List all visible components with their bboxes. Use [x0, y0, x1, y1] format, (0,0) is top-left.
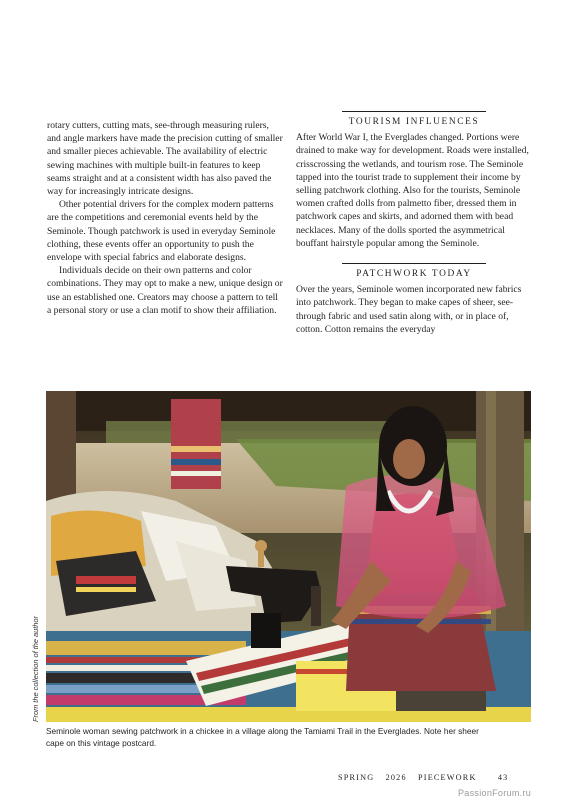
article-right-column: [296, 113, 532, 336]
folio-magazine: PIECEWORK: [418, 773, 477, 782]
body-paragraph: Over the years, Seminole women incorporated new fabrics into patchwork. They began to make capes of sheer, see-through fabric and used satin along with, or in place of, cotton. Cotton remains the everyday: [296, 284, 522, 335]
page-folio: [338, 773, 508, 782]
site-watermark: PassionForum.ru: [458, 788, 532, 798]
section-heading-patchwork-today: PATCHWORK TODAY: [296, 265, 532, 281]
body-paragraph: Individuals decide on their own patterns and color combinations. They may opt to make a new, unique design or use an established one. Creators may choose a pattern to tell a personal story or use a clan motif to show their affiliation.: [47, 265, 283, 316]
page-number: 43: [497, 773, 509, 782]
photo-caption: Seminole woman sewing patchwork in a chickee in a village along the Tamiami Trail in the Everglades. Note her sheer cape on this vintage postcard.: [46, 726, 479, 748]
folio-year: 2026: [385, 773, 407, 782]
postcard-illustration: [46, 391, 531, 722]
section-heading-tourism: TOURISM INFLUENCES: [296, 113, 532, 129]
body-paragraph: Other potential drivers for the complex modern patterns are the competitions and ceremonial events held by the Seminole. Though patchwork is used in everyday Seminole clothing, these events offer an opportunity to push the envelope with special fabrics and elaborate designs.: [47, 199, 276, 264]
body-paragraph: After World War I, the Everglades changed. Portions were drained to make way for development. Roads were installed, crisscrossing the wetlands, and tourism rose. The Seminole tapped into the tourist trade to supplement their income by selling patchwork clothing. Also for the tourists, Seminole women crafted dolls from palmetto fiber, dressed them in patchwork capes and skirts, and adorned them with bead necklaces. Many of the dolls sported the asymmetrical bouffant hairstyle popular among the Seminole.: [296, 132, 529, 249]
folio-season: SPRING: [338, 773, 375, 782]
article-left-column: [47, 119, 283, 317]
photo-credit: From the collection of the author: [31, 616, 40, 722]
body-paragraph: rotary cutters, cutting mats, see-through measuring rulers, and angle markers have made the precision cutting of smaller and smaller pieces achievable. The availability of electric sewing machines with multiple built-in features to keep seams straight and at a consistent width has also paved the way for increasingly intricate designs.: [47, 120, 283, 198]
article-photo: [46, 391, 531, 722]
